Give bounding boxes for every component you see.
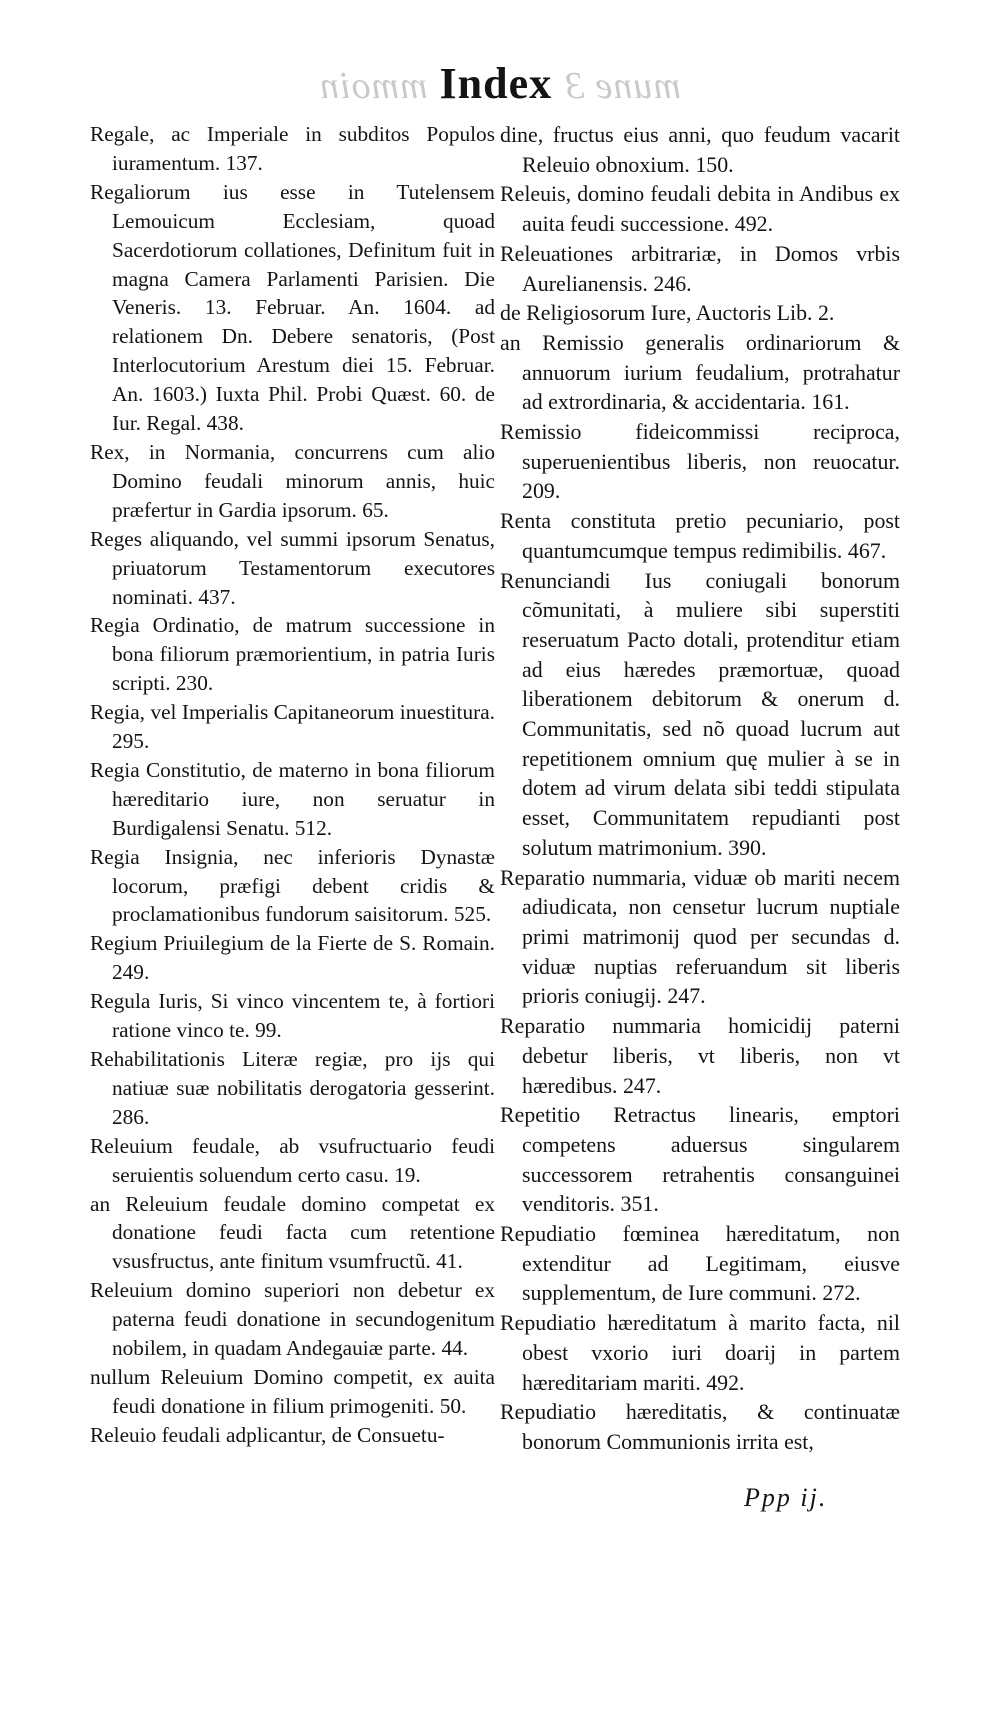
entry-page-ref: 2. [817, 300, 835, 326]
entry-page-ref: 525. [453, 902, 492, 927]
entry-text: Reparatio nummaria, viduæ ob mariti necem adiudicata, non censetur lucrum nuptiale primi matrimonij quod per secundas d. viduæ nuptias referuandum sit liberis prioris coniugij. [500, 864, 900, 1009]
page-header [0, 58, 1000, 109]
index-entry [90, 1045, 495, 1132]
entry-text: Renta constituta pretio pecuniario, post quantumcumque tempus redimibilis. [500, 508, 900, 563]
index-entry [500, 1100, 900, 1219]
entry-page-ref: 249. [112, 960, 150, 985]
right-column [500, 120, 900, 1457]
entry-text: Releuationes arbitrariæ, in Domos vrbis Aurelianensis. [500, 240, 900, 296]
entry-text: Regula Iuris, Si vinco vincentem te, à fortiori ratione vinco te. [90, 989, 495, 1043]
entry-text: Regia Ordinatio, de matrum successione in bona filiorum præmorientium, in patria Iuris scripti. [90, 613, 495, 696]
index-entry [90, 1132, 495, 1190]
index-entry [90, 1190, 495, 1277]
entry-text: Regium Priuilegium de la Fierte de S. Romain. [90, 931, 495, 956]
entry-page-ref: 137. [225, 150, 263, 175]
entry-text: Releuis, domino feudali debita in Andibus ex auita feudi successione. [500, 181, 900, 237]
index-entry [90, 611, 495, 698]
index-entry [90, 1276, 495, 1363]
entry-text: Releuium domino superiori non debetur ex paterna feudi donatione in secundogenitum nobilem, in quadam Andegauiæ parte. [90, 1278, 495, 1361]
entry-page-ref: 467. [847, 537, 887, 563]
entry-page-ref: 150. [695, 151, 734, 177]
index-entry [500, 120, 900, 179]
index-entry [90, 756, 495, 843]
entry-page-ref: 437. [198, 584, 236, 609]
index-entry [90, 178, 495, 438]
index-entry [500, 417, 900, 506]
entry-text: Rex, in Normania, concurrens cum alio Domino feudali minorum annis, huic præfertur in Gardia ipsorum. [90, 439, 495, 522]
entry-text: Releuium feudale, ab vsufructuario feudi seruientis soluendum certo casu. [90, 1133, 495, 1187]
entry-page-ref: 247. [667, 983, 706, 1009]
index-entry [90, 987, 495, 1045]
entry-page-ref: 209. [522, 478, 561, 504]
entry-text: Regia, vel Imperialis Capitaneorum inuestitura. [90, 700, 495, 725]
entry-text: Reges aliquando, vel summi ipsorum Senatus, priuatorum Testamentorum executores nominati. [90, 526, 495, 609]
entry-page-ref: 230. [175, 671, 214, 696]
entry-text: Renunciandi Ius coniugali bonorum cõmunitati, à muliere sibi superstiti reseruatum Pacto dotali, protenditur etiam ad eius hæredes præmortuæ, quoad liberationem debitorum & onerum d. Communitatis, sed nõ quoad lucrum aut repetitionem omnium quę mulier à se in dotem ad virum delata sibi teddi stipulata esset, Communitatem repudianti post solutum matrimonium. [500, 567, 900, 860]
entry-page-ref: 438. [206, 411, 244, 436]
entry-page-ref: 246. [653, 270, 692, 296]
index-entry [500, 328, 900, 417]
entry-page-ref: 161. [811, 389, 850, 415]
index-entry [500, 179, 900, 238]
entry-page-ref: 19. [394, 1162, 421, 1187]
entry-page-ref: 492. [706, 1369, 745, 1395]
entry-text: Repudiatio fœminea hæreditatum, non extenditur ad Legitimam, eiusve supplementum, de Iure communi. [500, 1221, 900, 1306]
left-column [90, 120, 495, 1450]
index-entry [500, 239, 900, 298]
index-entry [90, 120, 495, 178]
index-entry [500, 506, 900, 565]
index-entry [500, 1397, 900, 1456]
entry-text: nullum Releuium Domino competit, ex auita feudi donatione in filium primogeniti. [90, 1364, 495, 1418]
index-entry [90, 929, 495, 987]
entry-text: Regaliorum ius esse in Tutelensem Lemouicum Ecclesiam, quoad Sacerdotiorum collationes, Definitum fuit in magna Camera Parlamenti Parisien. Die Veneris. 13. Februar. An. 1604. ad relationem Dn. Debere senatoris, (Post Interlocutorium Arestum diei 15. Februar. An. 1603.) Iuxta Phil. Probi Quæst. 60. de Iur. Regal. [90, 179, 495, 436]
entry-text: Remissio fideicommissi reciproca, superuenientibus liberis, non reuocatur. [500, 419, 900, 474]
entry-page-ref: 50. [439, 1393, 467, 1418]
entry-text: dine, fructus eius anni, quo feudum vacarit Releuio obnoxium. [500, 122, 900, 177]
entry-text: Rehabilitationis Literæ regiæ, pro ijs qui natiuæ suæ nobilitatis derogatoria gesserint. [90, 1047, 495, 1100]
index-entry [90, 698, 495, 756]
bleed-through-right: mune 3 [564, 65, 681, 107]
entry-page-ref: 492. [734, 211, 774, 237]
entry-page-ref: 99. [255, 1018, 282, 1043]
entry-page-ref: 272. [822, 1280, 861, 1306]
entry-text: an Remissio generalis ordinariorum & annuorum iurium feudalium, protrahatur ad extrordinaria, & accidentaria. [500, 329, 900, 415]
index-entry [500, 566, 900, 863]
entry-text: Reparatio nummaria homicidij paterni debetur liberis, vt liberis, non vt hæredibus. [500, 1013, 900, 1098]
bleed-through-left: mmoin [319, 65, 428, 107]
entry-text: de Religiosorum Iure, Auctoris Lib. [500, 300, 813, 326]
index-entry [500, 1219, 900, 1308]
entry-page-ref: 44. [441, 1336, 469, 1361]
entry-text: Releuio feudali adplicantur, de Consuetu- [90, 1422, 445, 1447]
entry-page-ref: 390. [728, 834, 767, 860]
signature-mark: Ppp ij. [744, 1483, 828, 1512]
page-title: Index [439, 59, 553, 108]
entry-text: Repudiatio hæreditatum à marito facta, nil obest vxorio iuri doarij in partem hæreditariam mariti. [500, 1310, 900, 1395]
entry-text: Regia Constitutio, de materno in bona filiorum hæreditario iure, non seruatur in Burdigalensi Senatu. [90, 757, 495, 840]
entry-page-ref: 512. [294, 815, 333, 840]
index-entry [90, 438, 495, 525]
entry-page-ref: 247. [622, 1072, 662, 1098]
index-entry [90, 525, 495, 612]
entry-page-ref: 295. [112, 729, 150, 754]
entry-text: Repudiatio hæreditatis, & continuatæ bonorum Communionis irrita est, [500, 1399, 900, 1454]
entry-page-ref: 351. [620, 1191, 659, 1217]
index-entry [500, 1308, 900, 1397]
index-entry [90, 843, 495, 930]
entry-text: Repetitio Retractus linearis, emptori competens aduersus singularem successorem retrahentis consanguinei venditoris. [500, 1102, 900, 1217]
index-entry [500, 298, 900, 328]
entry-text: Regia Insignia, nec inferioris Dynastæ locorum, præfigi debent cridis & proclamationibus fundorum saisitorum. [90, 844, 495, 927]
entry-page-ref: 65. [362, 497, 389, 522]
entry-text: an Releuium feudale domino competat ex donatione feudi facta cum retentione vsusfructus, ante finitum vsumfructũ. [90, 1191, 495, 1274]
index-entry [500, 1011, 900, 1100]
index-entry [90, 1421, 495, 1450]
entry-page-ref: 41. [436, 1249, 463, 1274]
entry-page-ref: 286. [112, 1104, 150, 1129]
entry-text: Regale, ac Imperiale in subditos Populos iuramentum. [90, 122, 495, 175]
index-entry [90, 1363, 495, 1421]
index-entry [500, 863, 900, 1012]
